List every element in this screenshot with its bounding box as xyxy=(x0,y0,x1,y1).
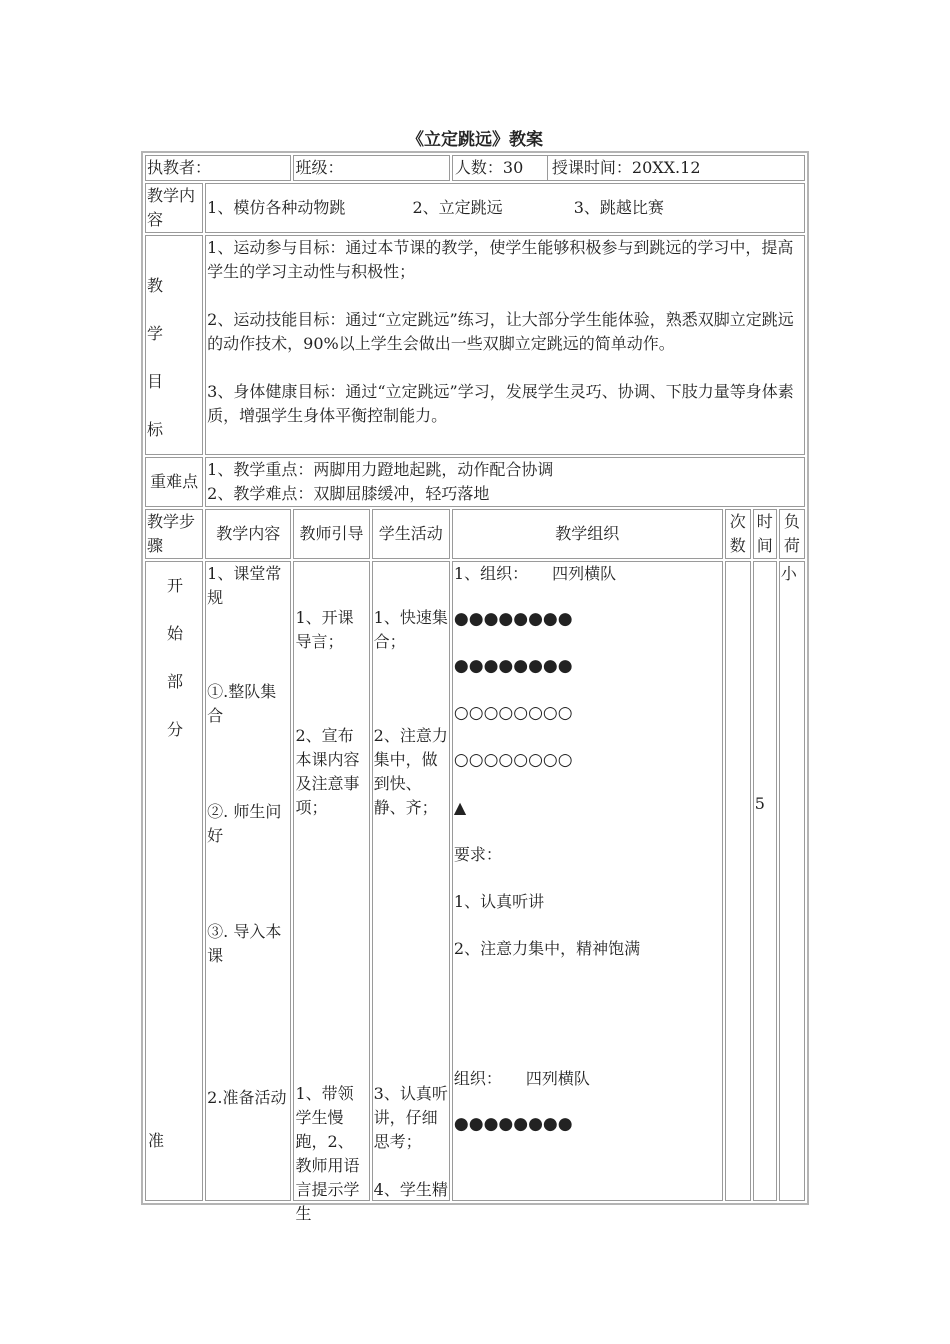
student-step-2: 2、注意力集中，做到快、静、齐； xyxy=(373,726,448,817)
start-step-char: 部 xyxy=(167,672,184,691)
formation-row-filled: ●●●●●●●● xyxy=(453,609,573,629)
goals-label-char: 教 xyxy=(147,276,164,295)
key-point: 1、教学重点：两脚用力蹬地起跳，动作配合协调 xyxy=(207,460,554,479)
warmup-item: 2.准备活动 xyxy=(207,1088,287,1107)
goal-skill: 2、运动技能目标：通过“立定跳远”练习，让大部分学生能体验，熟悉双脚立定跳远的动作技术，90%以上学生会做出一些双脚立定跳远的简单动作。 xyxy=(207,310,794,353)
content-item-2: 2、立定跳远 xyxy=(412,198,503,217)
routine-item: 1、课堂常规 xyxy=(207,564,282,607)
keypoints-label: 重难点 xyxy=(145,457,203,507)
reps-cell xyxy=(725,561,751,1201)
requirement-2: 2、注意力集中，精神饱满 xyxy=(453,939,641,958)
goals-label-char: 标 xyxy=(147,420,164,439)
teacher-position-icon: ▲ xyxy=(453,798,467,817)
intro-item: ③. 导入本课 xyxy=(207,922,282,965)
col-load: 负荷 xyxy=(779,509,805,559)
start-step-cell xyxy=(145,561,203,1201)
requirements-label: 要求： xyxy=(453,845,502,864)
col-content: 教学内容 xyxy=(205,509,291,559)
goals-label-char: 学 xyxy=(147,324,164,343)
org-formation: 1、组织： 四列横队 xyxy=(453,564,617,583)
lesson-time: 授课时间：20XX.12 xyxy=(551,158,701,177)
formation-row-filled: ●●●●●●●● xyxy=(453,1114,573,1134)
lesson-plan-table xyxy=(141,151,809,1223)
goals-text xyxy=(205,235,805,455)
difficult-point: 2、教学难点：双脚屈膝缓冲，轻巧落地 xyxy=(207,484,490,503)
formation-row-empty: ○○○○○○○○ xyxy=(453,703,573,723)
start-content-cell xyxy=(205,561,291,1201)
formation-row-filled: ●●●●●●●● xyxy=(453,656,573,676)
content-label: 教学内容 xyxy=(145,183,203,233)
col-reps: 次数 xyxy=(725,509,751,559)
class-cell: 班级： xyxy=(293,155,449,181)
goal-participation: 1、运动参与目标：通过本节课的教学，使学生能够积极参与到跳远的学习中，提高学生的学习主动性与积极性； xyxy=(207,238,794,281)
greeting-item: ②. 师生问好 xyxy=(207,802,282,845)
col-steps: 教学步骤 xyxy=(145,509,203,559)
col-org: 教学组织 xyxy=(452,509,723,559)
col-teacher: 教师引导 xyxy=(293,509,369,559)
student-step-3: 3、认真听讲，仔细思考； xyxy=(373,1084,448,1151)
keypoints-text xyxy=(205,457,805,507)
goals-label xyxy=(145,235,203,455)
start-teacher-cell xyxy=(293,561,369,1223)
load-cell: 小 xyxy=(779,561,805,1201)
student-step-4: 4、学生精 xyxy=(373,1180,448,1199)
student-step-1: 1、快速集合； xyxy=(373,608,448,651)
start-step-char: 分 xyxy=(167,720,184,739)
start-student-cell xyxy=(372,561,450,1201)
teacher-step-3: 1、带领学生慢跑，2、教师用语言提示学生 xyxy=(295,1084,360,1223)
document-title: 《立定跳远》教案 xyxy=(407,130,543,150)
count-time-cell xyxy=(452,155,805,181)
content-items xyxy=(205,183,805,233)
line-up-item: ①.整队集合 xyxy=(207,682,277,725)
time-value: 5 xyxy=(754,794,765,813)
teacher-step-1: 1、开课导言； xyxy=(295,608,354,651)
time-cell xyxy=(753,561,777,1201)
goal-health: 3、身体健康目标：通过“立定跳远”学习，发展学生灵巧、协调、下肢力量等身体素质，增强学生身体平衡控制能力。 xyxy=(207,382,794,425)
goals-label-char: 目 xyxy=(147,372,164,391)
start-org-cell xyxy=(452,561,723,1201)
col-student: 学生活动 xyxy=(372,509,450,559)
requirement-1: 1、认真听讲 xyxy=(453,892,545,911)
formation-row-empty: ○○○○○○○○ xyxy=(453,750,573,770)
teacher-step-2: 2、宣布本课内容及注意事项； xyxy=(295,726,360,817)
teacher-cell: 执教者： xyxy=(145,155,291,181)
col-time: 时间 xyxy=(753,509,777,559)
content-item-1: 1、模仿各种动物跳 xyxy=(207,198,346,217)
content-item-3: 3、跳越比赛 xyxy=(573,198,664,217)
org-formation-2: 组织： 四列横队 xyxy=(453,1069,590,1088)
prep-step-char: 准 xyxy=(148,1131,165,1150)
student-count: 人数：30 xyxy=(453,156,548,180)
start-step-char: 始 xyxy=(167,624,184,643)
start-step-char: 开 xyxy=(167,576,184,595)
